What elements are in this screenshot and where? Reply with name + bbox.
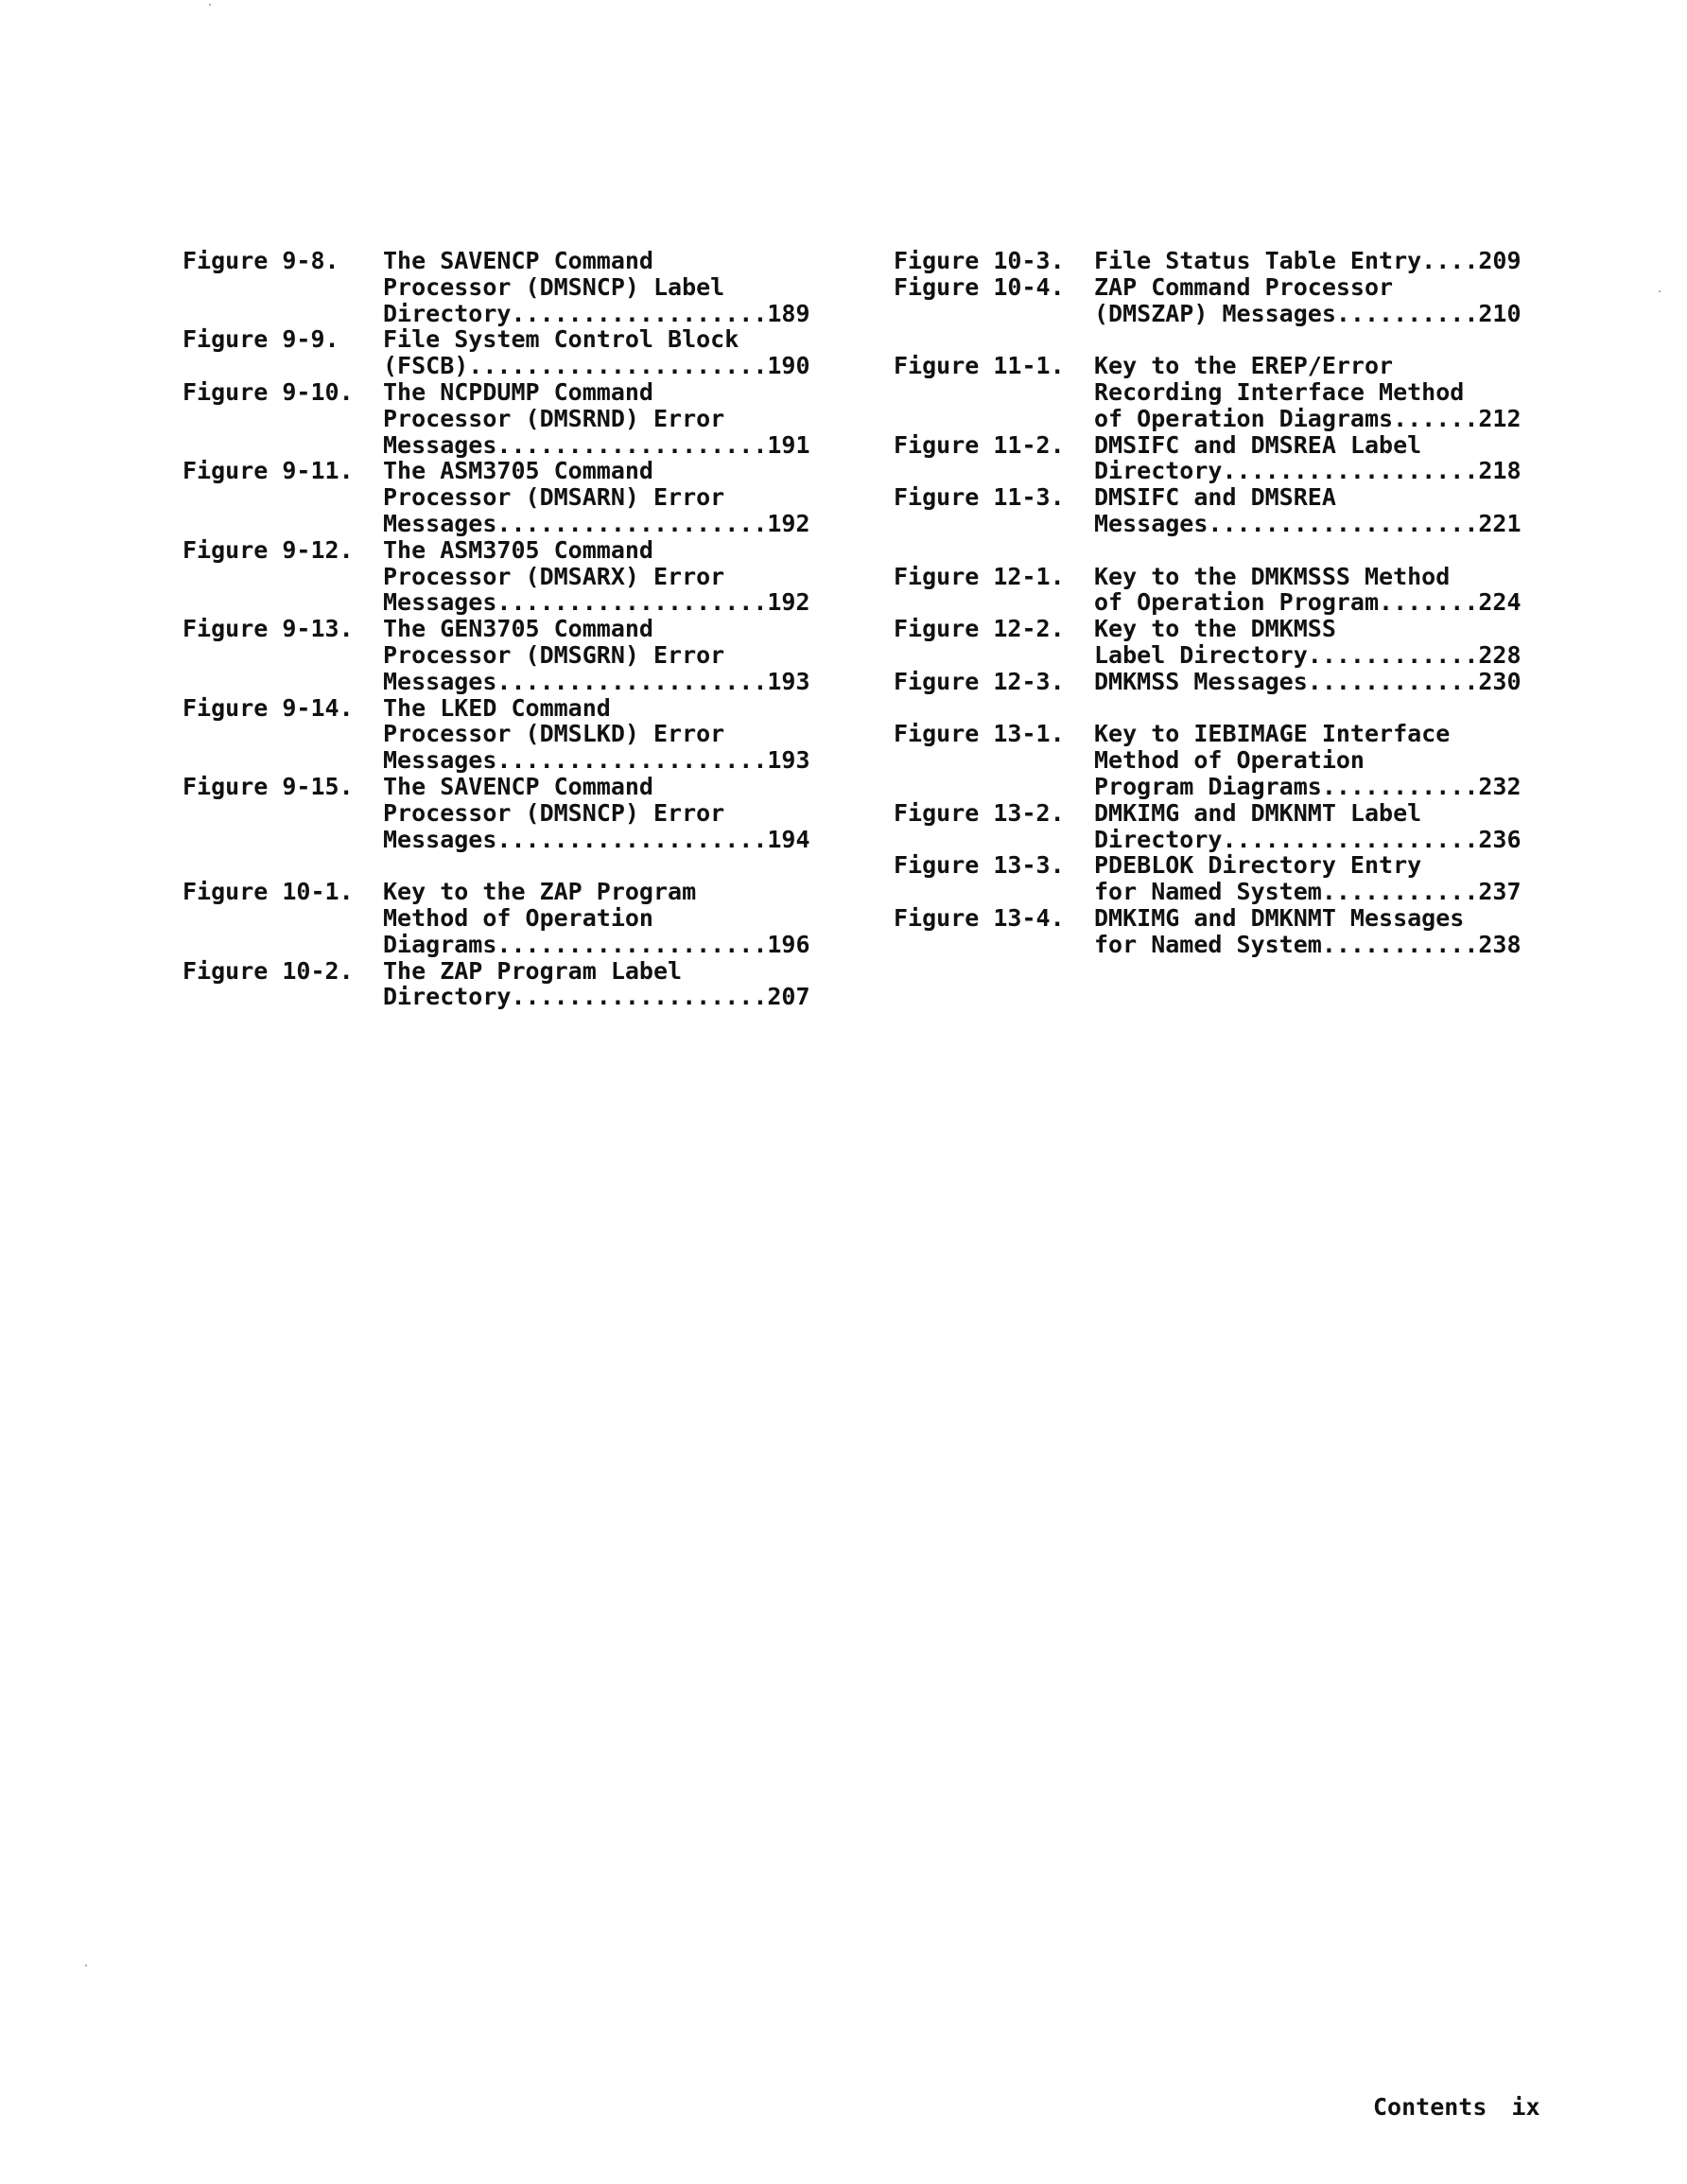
figure-number: Figure 13-1. (894, 720, 1065, 748)
entry-group-gap (894, 326, 1593, 353)
figure-number: Figure 11-3. (894, 483, 1065, 512)
figure-title-line: Messages...................193 (383, 667, 810, 695)
figure-title-line: Processor (DMSRND) Error (383, 404, 725, 432)
figure-title-line: Processor (DMSGRN) Error (383, 640, 725, 669)
figure-title-line: PDEBLOK Directory Entry (1094, 851, 1422, 880)
figure-number: Figure 12-1. (894, 562, 1065, 590)
figure-title-line: Messages...................192 (383, 509, 810, 537)
figure-title-line: Method of Operation (383, 903, 653, 932)
figure-title-line: Messages...................194 (383, 825, 810, 853)
figure-number: Figure 9-13. (183, 615, 354, 643)
figure-title-line: Key to the ZAP Program (383, 878, 697, 906)
figure-title-line: Key to the DMKMSS (1094, 615, 1336, 643)
figure-title (383, 616, 882, 694)
figure-number: Figure 9-14. (183, 693, 354, 722)
figure-title-line: File System Control Block (383, 325, 739, 354)
figure-entry (894, 669, 1593, 695)
figure-entry (183, 616, 882, 694)
figure-entry (183, 248, 882, 326)
figure-title-line: File Status Table Entry....209 (1094, 247, 1522, 274)
figure-title (1094, 669, 1593, 695)
scan-speck (209, 4, 211, 6)
figure-title-line: ZAP Command Processor (1094, 272, 1394, 301)
figure-number: Figure 13-4. (894, 903, 1065, 932)
figure-title-line: The ASM3705 Command (383, 535, 653, 564)
figure-number: Figure 9-10. (183, 377, 354, 406)
entry-group-gap (183, 852, 882, 879)
figure-list-left-column (183, 248, 882, 1010)
figure-title (1094, 274, 1593, 327)
figure-list-right-column (894, 248, 1593, 958)
figure-title-line: Key to the EREP/Error (1094, 352, 1394, 380)
figure-entry (894, 432, 1593, 485)
figure-entry (894, 616, 1593, 669)
figure-title (383, 379, 882, 458)
figure-title-line: for Named System...........237 (1094, 878, 1522, 906)
figure-title (1094, 484, 1593, 537)
figure-number: Figure 13-3. (894, 851, 1065, 880)
figure-entry (183, 537, 882, 616)
figure-title-line: The ASM3705 Command (383, 457, 653, 485)
figure-title-line: Processor (DMSARN) Error (383, 483, 725, 512)
figure-title-line: Processor (DMSNCP) Error (383, 798, 725, 827)
figure-title-line: Processor (DMSARX) Error (383, 562, 725, 590)
figure-title-line: Messages...................192 (383, 588, 810, 617)
figure-title-line: Processor (DMSNCP) Label (383, 272, 725, 301)
figure-title-line: The GEN3705 Command (383, 615, 653, 643)
figure-title-line: Messages...................191 (383, 430, 810, 459)
footer-section-label: Contents (1373, 2093, 1487, 2121)
figure-entry (183, 379, 882, 458)
figure-title (1094, 564, 1593, 617)
figure-title-line: Label Directory............228 (1094, 640, 1522, 669)
figure-title-line: DMKIMG and DMKNMT Label (1094, 798, 1422, 827)
figure-title (383, 774, 882, 852)
figure-number: Figure 13-2. (894, 798, 1065, 827)
figure-entry (894, 852, 1593, 905)
figure-title (1094, 721, 1593, 799)
figure-title-line: Diagrams...................196 (383, 930, 810, 958)
figure-number: Figure 12-3. (894, 667, 1065, 695)
figure-title-line: DMSIFC and DMSREA Label (1094, 430, 1422, 459)
figure-number: Figure 11-1. (894, 352, 1065, 380)
figure-entry (894, 353, 1593, 431)
figure-title (383, 695, 882, 774)
figure-number: Figure 10-2. (183, 956, 354, 985)
figure-title-line: Key to IEBIMAGE Interface (1094, 720, 1451, 748)
figure-entry (183, 458, 882, 536)
figure-title-line: The LKED Command (383, 693, 611, 722)
figure-title-line: of Operation Program.......224 (1094, 588, 1522, 617)
scan-speck (85, 1965, 87, 1966)
figure-title-line: Directory..................207 (383, 983, 810, 1011)
figure-title-line: The NCPDUMP Command (383, 377, 653, 406)
figure-entry (894, 564, 1593, 617)
figure-title (1094, 248, 1593, 274)
figure-title-line: Directory..................189 (383, 299, 810, 327)
figure-title-line: Recording Interface Method (1094, 377, 1465, 406)
figure-title-line: (DMSZAP) Messages..........210 (1094, 299, 1522, 327)
figure-entry (894, 721, 1593, 799)
figure-title-line: DMKIMG and DMKNMT Messages (1094, 903, 1465, 932)
figure-title (1094, 852, 1593, 905)
page-footer (1373, 2093, 1540, 2121)
figure-title-line: Messages...................193 (383, 746, 810, 775)
figure-entry (183, 958, 882, 1011)
figure-number: Figure 11-2. (894, 430, 1065, 459)
figure-title (383, 958, 882, 1011)
figure-title-line: for Named System...........238 (1094, 930, 1522, 958)
figure-number: Figure 9-8. (183, 247, 339, 274)
figure-title-line: The ZAP Program Label (383, 956, 683, 985)
figure-number: Figure 10-4. (894, 272, 1065, 301)
figure-title-line: DMKMSS Messages............230 (1094, 667, 1522, 695)
figure-entry (183, 879, 882, 957)
figure-entry (894, 248, 1593, 274)
figure-title (1094, 800, 1593, 853)
figure-title-line: The SAVENCP Command (383, 772, 653, 800)
figure-title (383, 458, 882, 536)
figure-entry (183, 326, 882, 379)
figure-title-line: of Operation Diagrams......212 (1094, 404, 1522, 432)
figure-entry (183, 695, 882, 774)
figure-title (383, 248, 882, 326)
figure-number: Figure 9-9. (183, 325, 339, 354)
figure-number: Figure 12-2. (894, 615, 1065, 643)
figure-title (383, 326, 882, 379)
figure-title (1094, 616, 1593, 669)
figure-title-line: Processor (DMSLKD) Error (383, 720, 725, 748)
entry-group-gap (894, 537, 1593, 564)
footer-page-number: ix (1511, 2093, 1540, 2121)
figure-title-line: Messages...................221 (1094, 509, 1522, 537)
figure-title-line: Directory..................218 (1094, 457, 1522, 485)
figure-title (383, 879, 882, 957)
figure-title (1094, 353, 1593, 431)
figure-number: Figure 9-11. (183, 457, 354, 485)
figure-number: Figure 10-1. (183, 878, 354, 906)
figure-entry (894, 484, 1593, 537)
figure-title-line: Directory..................236 (1094, 825, 1522, 853)
figure-title-line: Program Diagrams...........232 (1094, 772, 1522, 800)
figure-entry (183, 774, 882, 852)
figure-title-line: Key to the DMKMSSS Method (1094, 562, 1451, 590)
figure-title (1094, 905, 1593, 958)
figure-title-line: DMSIFC and DMSREA (1094, 483, 1336, 512)
figure-entry (894, 274, 1593, 327)
figure-title (1094, 432, 1593, 485)
figure-number: Figure 10-3. (894, 247, 1065, 274)
figure-entry (894, 905, 1593, 958)
figure-entry (894, 800, 1593, 853)
figure-number: Figure 9-15. (183, 772, 354, 800)
figure-title-line: Method of Operation (1094, 746, 1365, 775)
figure-title-line: The SAVENCP Command (383, 247, 653, 274)
scan-speck (1659, 290, 1661, 292)
entry-group-gap (894, 695, 1593, 722)
figure-number: Figure 9-12. (183, 535, 354, 564)
figure-title (383, 537, 882, 616)
figure-title-line: (FSCB).....................190 (383, 352, 810, 380)
